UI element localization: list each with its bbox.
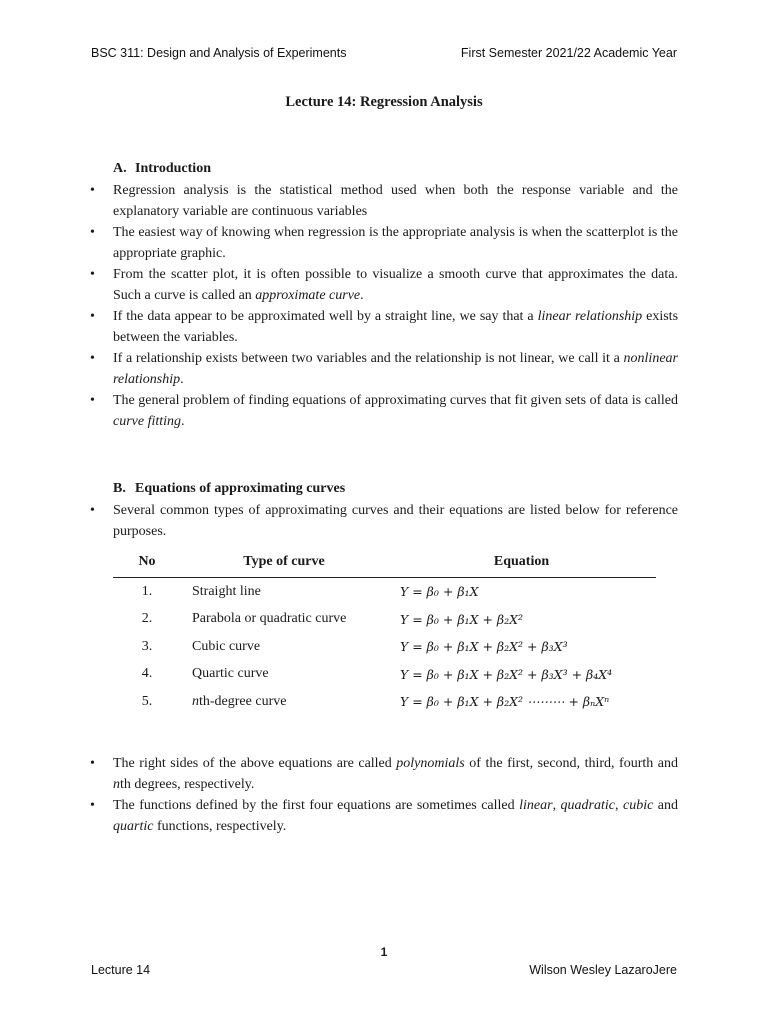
page-title: Lecture 14: Regression Analysis xyxy=(285,94,483,110)
after-table-bullets xyxy=(0,753,768,837)
row-no: 5. xyxy=(141,693,153,709)
section-a-letter: A. xyxy=(113,161,127,176)
list-item: • The easiest way of knowing when regression is the appropriate analysis is when the scatterplot is the appropriate graphic. xyxy=(113,222,678,264)
row-no: 1. xyxy=(141,583,153,599)
table-row xyxy=(113,606,656,634)
list-item: • The right sides of the above equations are called polynomials of the first, second, third, fourth and nth degrees, respectively. xyxy=(113,753,678,795)
footer-left: Lecture 14 xyxy=(91,963,151,977)
row-no: 4. xyxy=(141,666,153,682)
row-type: Quartic curve xyxy=(192,666,269,682)
list-item: • The general problem of finding equations of approximating curves that fit given sets of data is called curve fitting. xyxy=(113,390,678,432)
footer-author: Wilson Wesley LazaroJere xyxy=(529,963,677,977)
row-type: Cubic curve xyxy=(192,638,261,654)
list-item: • If a relationship exists between two variables and the relationship is not linear, we call it a nonlinear relationship. xyxy=(113,348,678,390)
list-item: • Regression analysis is the statistical method used when both the response variable and the explanatory variable are continuous variables xyxy=(113,180,678,222)
section-a-title: Introduction xyxy=(135,161,211,176)
section-b-heading xyxy=(113,481,345,497)
table-row xyxy=(113,688,656,716)
list-item: • Several common types of approximating curves and their equations are listed below for reference purposes. xyxy=(113,500,678,542)
list-item: • The functions defined by the first four equations are sometimes called linear, quadratic, cubic and quartic functions, respectively. xyxy=(113,795,678,837)
section-b-bullets xyxy=(0,500,768,542)
row-equation: Y = β₀ + β₁X + β₂X² + β₃X³ + β₄X⁴ xyxy=(400,666,613,682)
row-equation: Y = β₀ + β₁X + β₂X² + β₃X³ xyxy=(400,639,568,655)
table-row xyxy=(113,633,656,661)
row-type: Straight line xyxy=(192,583,261,599)
curves-table xyxy=(113,552,656,716)
section-b-title: Equations of approximating curves xyxy=(135,481,346,496)
section-a-heading xyxy=(113,161,211,177)
row-equation: Y = β₀ + β₁X + β₂X² ⋯⋯⋯ + βₙXⁿ xyxy=(400,694,610,710)
row-type: nth-degree curve xyxy=(192,693,287,709)
header-course: BSC 311: Design and Analysis of Experiments xyxy=(91,46,347,60)
row-equation: Y = β₀ + β₁X + β₂X² xyxy=(400,611,524,627)
table-header-row xyxy=(113,552,656,578)
column-header-no: No xyxy=(138,554,156,569)
page-number: 1 xyxy=(380,945,388,959)
row-no: 2. xyxy=(141,611,153,627)
row-type: Parabola or quadratic curve xyxy=(192,611,347,627)
table-row xyxy=(113,661,656,689)
row-no: 3. xyxy=(141,638,153,654)
table-row xyxy=(113,578,656,606)
column-header-type: Type of curve xyxy=(243,554,325,569)
section-b-letter: B. xyxy=(113,481,126,496)
list-item: • If the data appear to be approximated well by a straight line, we say that a linear relationship exists between the variables. xyxy=(113,306,678,348)
section-a-bullets xyxy=(0,180,768,432)
column-header-equation: Equation xyxy=(493,554,550,569)
row-equation: Y = β₀ + β₁X xyxy=(400,584,479,600)
header-semester: First Semester 2021/22 Academic Year xyxy=(460,46,677,60)
list-item: • From the scatter plot, it is often possible to visualize a smooth curve that approximates the data. Such a curve is called an approximate curve. xyxy=(113,264,678,306)
